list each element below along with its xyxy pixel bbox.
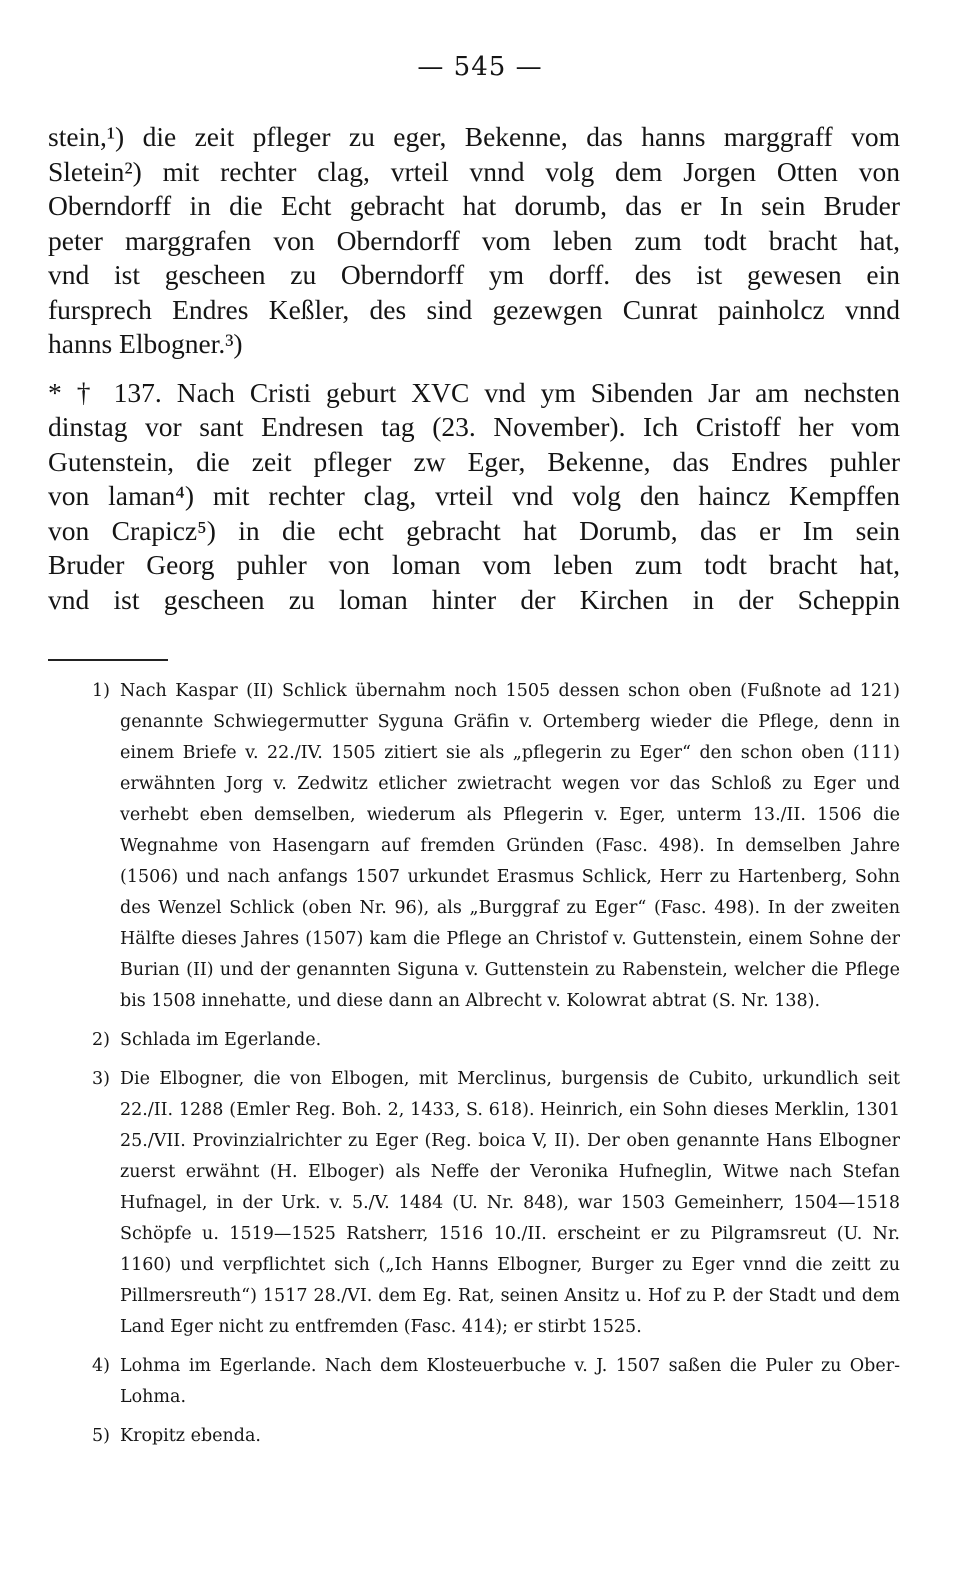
footnote-3 xyxy=(48,1064,900,1343)
footnote-divider xyxy=(48,659,168,661)
text-line: peter marggrafen von Oberndorff vom leben zum todt bracht hat, xyxy=(48,224,900,256)
text-line: von laman⁴) mit rechter clag, vrteil vnd volg den haincz Kempffen xyxy=(48,480,900,511)
footnote-text: Schlada im Egerlande. xyxy=(120,1030,322,1050)
footnote-5 xyxy=(48,1421,900,1452)
footnotes xyxy=(48,676,900,1460)
footnote-text: Lohma im Egerlande. Nach dem Klosteuerbuche v. J. 1507 saßen die Puler zu Ober-Lohma. xyxy=(120,1356,900,1407)
footnote-text: Die Elbogner, die von Elbogen, mit Merclinus, burgensis de Cubito, urkundlich seit 22./II. 1288 (Emler Reg. Boh. 2, 1433, S. 618). Heinrich, ein Sohn dieses Merklin, 1301 25./VII. Provinzialrichter zu Eger (Reg. boica V, II). Der oben genannte Hans Elbogner zuerst erwähnt (H. Elboger) als Neffe der Veronika Hufneglin, Witwe nach Stefan Hufnagel, in der Urk. v. 5./V. 1484 (U. Nr. 848), war 1503 Gemeinherr, 1504—1518 Schöpfe u. 1519—1525 Ratsherr, 1516 10./II. erscheint er zu Pilgramsreut (U. Nr. 1160) und verpflichtet sich („Ich Hanns Elbogner, Burger zu Eger vnnd die zeitt zu Pillmersreuth“) 1517 28./VI. dem Eg. Rat, seinen Ansitz u. Hof zu P. der Stadt und dem Land Eger nicht zu entfremden (Fasc. 414); er stirbt 1525. xyxy=(120,1069,900,1337)
main-text xyxy=(48,120,900,617)
paragraph-1 xyxy=(48,120,900,362)
text-line: Bruder Georg puhler von loman vom leben zum todt bracht hat, xyxy=(48,549,900,580)
text-line: Oberndorff in die Echt gebracht hat dorumb, das er In sein Bruder xyxy=(48,190,900,221)
text-line: hanns Elbogner.³) xyxy=(48,328,243,359)
footnote-number: 3) xyxy=(92,1069,110,1089)
text-line: von Crapicz⁵) in die echt gebracht hat Dorumb, das er Im sein xyxy=(48,514,900,546)
footnote-1 xyxy=(48,676,900,1017)
footnote-number: 2) xyxy=(92,1030,110,1050)
paragraph-2 xyxy=(48,376,900,618)
footnote-2 xyxy=(48,1025,900,1056)
text-line: stein,¹) die zeit pfleger zu eger, Bekenne, das hanns marggraff vom xyxy=(48,121,900,152)
text-line: vnd ist gescheen zu loman hinter der Kirchen in der Scheppin xyxy=(48,583,900,615)
text-line: fursprech Endres Keßler, des sind gezewgen Cunrat painholcz vnnd xyxy=(48,293,900,325)
text-line: dinstag vor sant Endresen tag (23. November). Ich Cristoff her vom xyxy=(48,411,900,442)
text-line: Gutenstein, die zeit pfleger zw Eger, Bekenne, das Endres puhler xyxy=(48,445,900,477)
footnote-text: Kropitz ebenda. xyxy=(120,1426,261,1446)
footnote-text: Nach Kaspar (II) Schlick übernahm noch 1505 dessen schon oben (Fußnote ad 121) genannte Schwiegermutter Syguna Gräfin v. Ortemberg wieder die Pflege, denn in einem Briefe v. 22./IV. 1505 zitiert sie als „pflegerin zu Eger“ den schon oben (111) erwähnten Jorg v. Zedwitz etlicher zwietracht wegen vor das Schloß zu Eger und verhebt eben demselben, wiederum als Pflegerin v. Eger, unterm 13./II. 1506 die Wegnahme von Hasengarn auf fremden Gründen (Fasc. 498). In demselben Jahre (1506) und nach anfangs 1507 urkundet Erasmus Schlick, Herr zu Hartenberg, Sohn des Wenzel Schlick (oben Nr. 96), als „Burggraf zu Eger“ (Fasc. 498). In der zweiten Hälfte dieses Jahres (1507) kam die Pflege an Christof v. Guttenstein, einem Sohne der Burian (II) und der genannten Siguna v. Guttenstein zu Rabenstein, welcher die Pflege bis 1508 innehatte, und diese dann an Albrecht v. Kolowrat abtrat (S. Nr. 138). xyxy=(120,681,900,1011)
footnote-number: 1) xyxy=(92,681,110,701)
text-line: vnd ist gescheen zu Oberndorff ym dorff. des ist gewesen ein xyxy=(48,259,900,290)
footnote-4 xyxy=(48,1351,900,1413)
footnote-number: 4) xyxy=(92,1356,110,1376)
text-line: * † 137. Nach Cristi geburt XVC vnd ym Sibenden Jar am nechsten xyxy=(48,376,900,408)
text-line: Sletein²) mit rechter clag, vrteil vnnd volg dem Jorgen Otten von xyxy=(48,155,900,187)
page-number: — 545 — xyxy=(417,52,543,82)
footnote-number: 5) xyxy=(92,1426,110,1446)
